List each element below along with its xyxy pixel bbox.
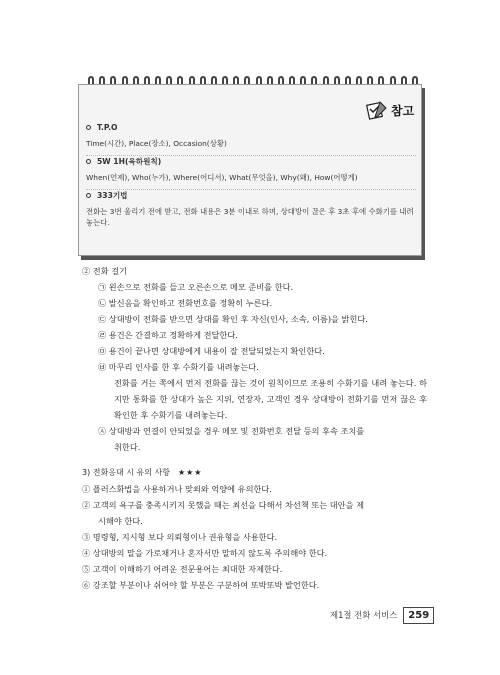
note-section-333 — [86, 190, 416, 228]
list-item: ㉦ 상대방과 연결이 안되었을 경우 메모 및 전화번호 전달 등의 후속 조치를 — [98, 426, 365, 436]
list-item: ㉥ 마무리 인사를 한 후 수화기를 내려놓는다. — [98, 362, 259, 372]
note-section-title: 5W 1H(육하원칙) — [97, 157, 162, 166]
section-heading-cautions — [82, 465, 427, 481]
memo-pencil-icon — [366, 100, 388, 120]
importance-stars: ★★★ — [177, 468, 203, 477]
reference-note-content — [86, 122, 416, 228]
circle-bullet-icon — [86, 125, 91, 130]
list-item-continuation: 전화를 거는 쪽에서 먼저 전화를 끊는 것이 원칙이므로 조용히 수화기를 내려 놓는다. 하지만 통화를 한 상대가 높은 지위, 연장자, 고객인 경우 상대방이 전화기를 먼저 끊은 후 확인한 후 수화기를 내려놓는다. — [114, 378, 427, 420]
list-item: ⑥ 강조할 부분이나 쉬어야 할 부분은 구분하여 또박또박 발언한다. — [82, 580, 320, 590]
list-item-continuation: 취한다. — [114, 442, 141, 452]
page-number: 259 — [403, 607, 434, 624]
list-item: ③ 명령형, 지시형 보다 의뢰형이나 권유형을 사용한다. — [82, 532, 278, 542]
list-item: ㉣ 용건은 간결하고 정확하게 전달한다. — [98, 330, 238, 340]
note-section-title: 333기법 — [97, 191, 128, 200]
list-item: ⑤ 고객이 이해하기 어려운 전문용어는 최대한 자제한다. — [82, 564, 283, 574]
list-item: ㉠ 왼손으로 전화를 들고 오른손으로 메모 준비를 한다. — [98, 282, 294, 292]
list-item-continuation: 시해야 한다. — [98, 516, 143, 526]
note-section-tpo — [86, 122, 416, 156]
section-heading-phone-call: ② 전화 걸기 — [82, 266, 128, 276]
list-item: ㉢ 상대방이 전화를 받으면 상대를 확인 후 자신(인사, 소속, 이름)을 밝힌다. — [98, 314, 368, 324]
page-footer — [330, 604, 434, 626]
list-item: ② 고객의 욕구를 충족시키지 못했을 때는 최선을 다해서 차선책 또는 대안을 제 — [82, 500, 364, 510]
note-section-5w1h — [86, 156, 416, 190]
note-section-text: 전화는 3번 울리기 전에 받고, 전화 내용은 3분 이내로 하며, 상대방이 끊은 후 3초 후에 수화기를 내려놓는다. — [86, 207, 414, 227]
note-section-text: Time(시간), Place(장소), Occasion(상황) — [86, 139, 227, 148]
circle-bullet-icon — [86, 193, 91, 198]
circle-bullet-icon — [86, 159, 91, 164]
chapter-title: 제1절 전화 서비스 — [330, 610, 398, 620]
list-item: ㉤ 용건이 끝나면 상대방에게 내용이 잘 전달되었는지 확인한다. — [98, 346, 325, 356]
list-item: ㉡ 발신음을 확인하고 전화번호를 정확히 누른다. — [98, 298, 273, 308]
list-item: ④ 상대방의 말을 가로채거나 혼자서만 말하지 않도록 주의해야 한다. — [82, 548, 328, 558]
reference-tag — [366, 100, 414, 120]
note-section-text: When(언제), Who(누가), Where(어디서), What(무엇을), Why(왜), How(어떻게) — [86, 173, 358, 182]
main-content — [82, 263, 427, 593]
section-heading-text: 3) 전화응대 시 유의 사항 — [82, 468, 170, 477]
list-item: ① 플러스화법을 사용하거나 맞쐬와 억양에 유의한다. — [82, 484, 272, 494]
reference-label: 참고 — [391, 103, 415, 118]
note-section-title: T.P.O — [97, 123, 118, 132]
